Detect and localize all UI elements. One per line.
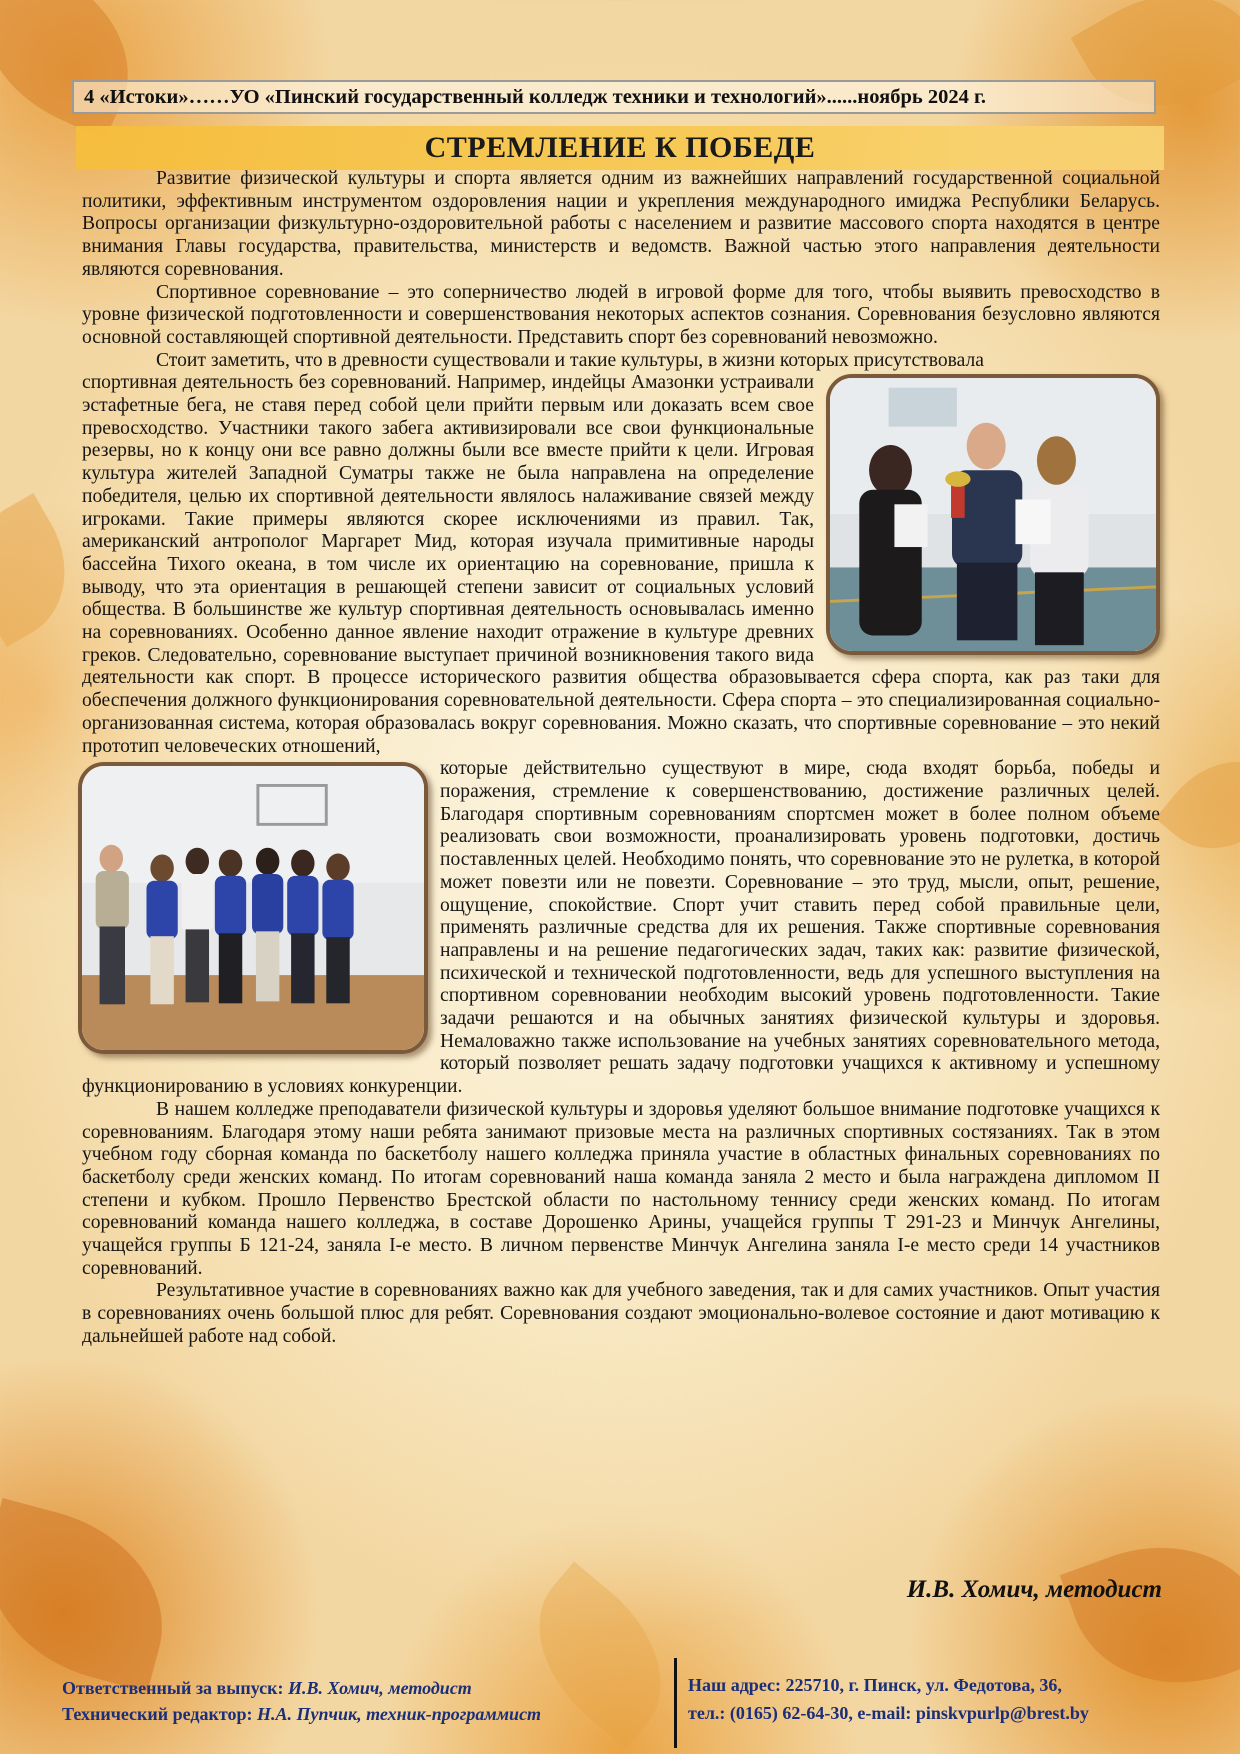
footer-credits bbox=[62, 1675, 541, 1727]
article-paragraph: Результативное участие в соревнованиях важно как для учебного заведения, так и для самих участников. Опыт участия в соревнованиях очень большой плюс для ребят. Соревнования создают эмоционально-волевое состояние и дают мотивацию к дальнейшей работе над собой. bbox=[82, 1280, 1160, 1347]
footer-editor-line bbox=[62, 1701, 541, 1727]
leaf-decoration bbox=[0, 0, 160, 140]
article-title: СТРЕМЛЕНИЕ К ПОБЕДЕ bbox=[424, 131, 816, 164]
leaf-decoration bbox=[0, 493, 93, 647]
team-photo-basketball bbox=[78, 762, 428, 1054]
leaf-decoration bbox=[1071, 0, 1240, 142]
article-paragraph: Спортивное соревнование – это соперничество людей в игровой форме для того, чтобы выявить превосходство в уровне физической подготовленности и совершенствования некоторых аспектов сознания. Соревнования безусловно являются основной составляющей спортивной деятельности. Представить спорт без соревнований невозможно. bbox=[82, 281, 1160, 348]
footer-phone-email: тел.: (0165) 62-64-30, e-mail: pinskvpurlp@brest.by bbox=[688, 1703, 1089, 1723]
leaf-decoration bbox=[1155, 734, 1240, 876]
article-paragraph: Стоит заметить, что в древности существовали и такие культуры, в жизни которых присутствовала bbox=[156, 349, 984, 371]
article-body bbox=[82, 168, 1160, 1349]
issue-header-text: 4 «Истоки»……УО «Пинский государственный колледж техники и технологий»......ноябрь 2024 г. bbox=[84, 85, 987, 108]
article-paragraph: спортивная деятельность без соревнований. Например, индейцы Амазонки устраивали эстафетные бега, не ставя перед собой цели прийти первым или доказать всем свое превосходство. Участники такого забега активизировали все свои функциональные резервы, но к концу они все равно должны были все вместе прийти к цели. Игровая культура жителей Западной Суматры также не была направлена на определение победителя, целью их спортивной деятельности являлось налаживание связей между игроками. Такие примеры являются скорее исключениями из правил. Так, американский антрополог Маргарет Мид, которая изучала примитивные народы бассейна Тихого океана, в том числе их ориентацию на соревнование, пришла к выводу, что эта ориентация в решающей степени зависит от социальных условий общества. В большинстве же культур спортивная деятельность основывалась именно на соревнованиях. Особенно данное явление находит отражение в культуре древних греков. Следовательно, соревнование выступает причиной возникновения такого вида деятельности как спорт. В процессе исторического развития общества образовывается сфера спорта, как раз таки для обеспечения должного функционирования соревновательной деятельности. Сфера спорта – это специализированная социально-организованная система, которая образовалась вокруг соревнования. Можно сказать, что спортивные соревнование – это некий прототип человеческих отношений, bbox=[82, 372, 1160, 757]
issue-header bbox=[72, 80, 1156, 114]
article-paragraph: В нашем колледже преподаватели физической культуры и здоровья уделяют большое внимание подготовке учащихся к соревнованиям. Благодаря этому наши ребята занимают призовые места на различных спортивных состязаниях. Так в этом учебном году сборная команда по баскетболу нашего колледжа приняла участие в областных финальных соревнованиях по баскетболу среди женских команд. По итогам соревнований наша команда заняла 2 место и была награждена дипломом II степени и кубком. Прошло Первенство Брестской области по настольному теннису среди женских команд. По итогам соревнований команда нашего колледжа, в составе Дорошенко Арины, учащейся группы Т 291-23 и Минчук Ангелины, учащейся группы Б 121-24, заняла I-е место. В личном первенстве Минчук Ангелина заняла I-е место среди 14 участников соревнований. bbox=[82, 1098, 1160, 1279]
editor-name: Н.А. Пупчик, техник-программист bbox=[257, 1704, 542, 1724]
article-title-bar bbox=[76, 126, 1164, 170]
author-signature: И.В. Хомич, методист bbox=[906, 1576, 1162, 1603]
footer-responsible-line bbox=[62, 1675, 541, 1701]
footer-address: Наш адрес: 225710, г. Пинск, ул. Федотова, 36, bbox=[688, 1675, 1062, 1695]
article-paragraph: которые действительно существуют в мире, сюда входят борьба, победы и поражения, стремление к совершенствованию, достижение различных целей. Благодаря спортивным соревнованиям спортсмен может в более полном объеме реализовать свои возможности, проанализировать уровень подготовки, достичь поставленных целей. Необходимо понять, что соревнование это не рулетка, в которой может повезти или не повезти. Соревнование – это труд, мысли, опыт, решение, ощущение, спокойствие. Спорт учит ставить перед собой правильные цели, применять различные средства для их решения. Также спортивные соревнования направлены и на решение педагогических задач, таких как: развитие физической, психической и технической подготовленности, ведь для успешного выступления на спортивном соревновании необходим высокий уровень подготовленности. Такие задачи решаются и на обычных занятиях физической культуры и здоровья. Немаловажно также использование на учебных занятиях соревновательного метода, который позволяет решать задачу подготовки учащихся к активному и успешному функционированию в условиях конкуренции. bbox=[82, 758, 1160, 1098]
responsible-label: Ответственный за выпуск: bbox=[62, 1678, 284, 1698]
editor-label: Технический редактор: bbox=[62, 1704, 253, 1724]
responsible-name: И.В. Хомич, методист bbox=[288, 1678, 472, 1698]
article-paragraph: Развитие физической культуры и спорта является одним из важнейших направлений государственной социальной политики, эффективным инструментом оздоровления нации и укрепления международного имиджа Республики Беларусь. Вопросы организации физкультурно-оздоровительной работы с населением и развитие массового спорта находятся в центре внимания Главы государства, правительства, министерств и ведомств. Важной частью этого направления деятельности являются соревнования. bbox=[82, 168, 1160, 280]
footer-divider bbox=[674, 1658, 677, 1748]
leaf-decoration bbox=[0, 1498, 186, 1692]
footer-contacts bbox=[688, 1671, 1089, 1727]
award-photo-table-tennis bbox=[826, 374, 1160, 655]
